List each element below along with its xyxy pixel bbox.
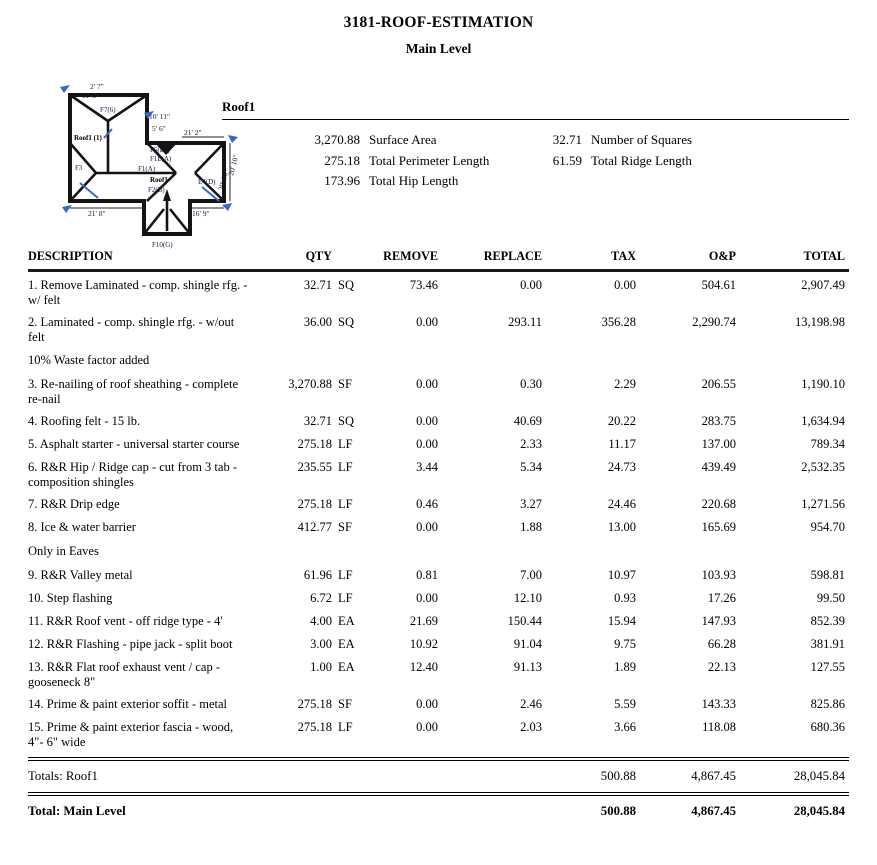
item-unit: SQ	[338, 414, 354, 428]
roof-name: Roof1	[222, 99, 256, 114]
item-remove: 0.81	[416, 568, 438, 582]
face-label: F3	[75, 164, 83, 172]
spacer	[438, 769, 542, 784]
roof-stats	[222, 130, 849, 192]
table-row	[28, 431, 849, 454]
item-unit: LF	[338, 568, 353, 582]
totals-op: 4,867.45	[691, 769, 736, 783]
note-row	[28, 537, 849, 562]
item-qty: 32.71	[303, 278, 332, 292]
item-qty: 1.00	[310, 660, 332, 674]
item-total: 598.81	[810, 568, 845, 582]
grand-total-label: Total: Main Level	[28, 804, 126, 818]
item-total: 852.39	[810, 614, 845, 628]
item-unit: EA	[338, 614, 355, 628]
grand-total-total: 28,045.84	[793, 804, 845, 818]
col-replace: REPLACE	[483, 249, 542, 263]
item-total: 2,907.49	[801, 278, 845, 292]
note-text: Only in Eaves	[28, 544, 99, 558]
item-tax: 356.28	[601, 315, 636, 329]
dim-label: 21' 8"	[88, 209, 106, 218]
item-op: 137.00	[701, 437, 736, 451]
item-replace: 40.69	[513, 414, 542, 428]
table-row	[28, 408, 849, 431]
item-remove: 3.44	[416, 460, 438, 474]
item-tax: 1.89	[614, 660, 636, 674]
item-replace: 12.10	[513, 591, 542, 605]
item-total: 1,190.10	[801, 377, 845, 391]
dim-label: 20' 10"	[216, 168, 231, 192]
table-row	[28, 714, 849, 751]
col-remove: REMOVE	[383, 249, 438, 263]
item-replace: 91.04	[513, 637, 542, 651]
item-remove: 0.00	[416, 315, 438, 329]
table-row	[28, 454, 849, 491]
item-unit: LF	[338, 437, 353, 451]
item-qty: 32.71	[303, 414, 332, 428]
item-op: 2,290.74	[692, 315, 736, 329]
note-row	[28, 346, 849, 371]
item-total: 954.70	[810, 520, 845, 534]
table-row	[28, 562, 849, 585]
table-row	[28, 654, 849, 691]
item-remove: 0.00	[416, 720, 438, 734]
item-tax: 0.93	[614, 591, 636, 605]
dim-label: 11' 3"	[82, 91, 100, 100]
item-unit: EA	[338, 637, 355, 651]
item-qty: 6.72	[310, 591, 332, 605]
roof-stats-left	[222, 130, 520, 192]
item-description: 8. Ice & water barrier	[28, 520, 136, 534]
stat-value: 61.59	[552, 152, 582, 168]
item-description: 5. Asphalt starter - universal starter course	[28, 437, 240, 451]
item-qty: 3.00	[310, 637, 332, 651]
item-replace: 91.13	[513, 660, 542, 674]
roof-name-rule	[222, 119, 849, 120]
item-op: 206.55	[701, 377, 736, 391]
item-replace: 2.46	[520, 697, 542, 711]
grand-total-op: 4,867.45	[691, 804, 736, 818]
face-label: E4(D)	[198, 178, 216, 186]
face-label: Roof1	[150, 176, 168, 184]
dim-label: 5' 6"	[152, 124, 166, 133]
estimate-table	[28, 243, 849, 825]
item-description: 6. R&R Hip / Ridge cap - cut from 3 tab - composition shingles	[28, 460, 237, 489]
item-total: 99.50	[816, 591, 845, 605]
totals-total: 28,045.84	[793, 769, 845, 783]
item-qty: 235.55	[297, 460, 332, 474]
item-qty: 36.00	[303, 315, 332, 329]
spacer	[438, 804, 542, 819]
item-description: 11. R&R Roof vent - off ridge type - 4'	[28, 614, 223, 628]
item-unit: LF	[338, 460, 353, 474]
table-row	[28, 608, 849, 631]
face-label: F10(G)	[152, 241, 173, 249]
stat-value: 275.18	[324, 152, 360, 168]
stat-label: Total Ridge Length	[591, 152, 692, 168]
item-tax: 9.75	[614, 637, 636, 651]
item-total: 127.55	[810, 660, 845, 674]
col-qty: QTY	[305, 249, 332, 263]
roof-stats-right	[520, 130, 692, 192]
stat-hip-length	[222, 171, 520, 192]
item-replace: 7.00	[520, 568, 542, 582]
item-tax: 0.00	[614, 278, 636, 292]
item-op: 118.08	[702, 720, 736, 734]
item-replace: 3.27	[520, 497, 542, 511]
col-op: O&P	[708, 249, 736, 263]
item-tax: 3.66	[614, 720, 636, 734]
item-op: 147.93	[701, 614, 736, 628]
item-total: 2,532.35	[801, 460, 845, 474]
item-op: 220.68	[701, 497, 736, 511]
grand-total-tax: 500.88	[600, 804, 636, 818]
item-unit: SF	[338, 697, 352, 711]
item-unit: SF	[338, 377, 352, 391]
item-replace: 1.88	[520, 520, 542, 534]
face-label: F1(A)	[138, 165, 156, 173]
item-op: 504.61	[701, 278, 736, 292]
item-description: 9. R&R Valley metal	[28, 568, 133, 582]
face-label: F7(6)	[100, 106, 116, 114]
item-unit: EA	[338, 660, 355, 674]
item-description: 14. Prime & paint exterior soffit - metal	[28, 697, 228, 711]
stat-value: 173.96	[324, 173, 360, 188]
item-op: 439.49	[701, 460, 736, 474]
item-qty: 275.18	[297, 720, 332, 734]
item-total: 1,634.94	[801, 414, 845, 428]
dim-label: 2' 7"	[90, 82, 104, 91]
item-replace: 2.33	[520, 437, 542, 451]
item-remove: 73.46	[409, 278, 438, 292]
dim-label: 16' 9"	[192, 209, 210, 218]
item-unit: SQ	[338, 278, 354, 292]
item-description: 10. Step flashing	[28, 591, 113, 605]
stat-value: 32.71	[552, 132, 582, 147]
item-remove: 0.00	[416, 414, 438, 428]
roof-info	[222, 81, 849, 192]
item-replace: 150.44	[507, 614, 542, 628]
document-header	[0, 0, 877, 57]
face-label: Roof1 (1)	[74, 134, 102, 142]
dim-label: 10' 11"	[149, 112, 171, 121]
face-label: F2(B)	[148, 186, 165, 194]
item-remove: 10.92	[409, 637, 438, 651]
grand-total-row	[28, 796, 849, 825]
item-tax: 20.22	[607, 414, 636, 428]
roof-plan-diagram	[52, 81, 242, 249]
item-op: 22.13	[707, 660, 736, 674]
item-remove: 0.00	[416, 697, 438, 711]
item-total: 680.36	[810, 720, 845, 734]
item-tax: 11.17	[608, 437, 636, 451]
item-op: 17.26	[707, 591, 736, 605]
item-op: 283.75	[701, 414, 736, 428]
dim-label: 21' 2"	[184, 128, 202, 137]
item-remove: 21.69	[409, 614, 438, 628]
item-tax: 10.97	[607, 568, 636, 582]
stat-perimeter-length	[222, 151, 520, 172]
col-description: DESCRIPTION	[28, 249, 113, 263]
item-description: 2. Laminated - comp. shingle rfg. - w/out felt	[28, 315, 235, 344]
item-qty: 3,270.88	[288, 377, 332, 391]
table-row	[28, 491, 849, 514]
item-description: 15. Prime & paint exterior fascia - wood, 4"- 6" wide	[28, 720, 234, 749]
stat-label: Number of Squares	[591, 132, 693, 147]
item-total: 789.34	[810, 437, 845, 451]
table-row	[28, 631, 849, 654]
item-qty: 61.96	[303, 568, 332, 582]
item-remove: 0.00	[416, 437, 438, 451]
stat-surface-area	[222, 130, 520, 151]
totals-roof1-row	[28, 761, 849, 790]
item-description: 13. R&R Flat roof exhaust vent / cap - gooseneck 8"	[28, 660, 220, 689]
item-remove: 12.40	[409, 660, 438, 674]
page-subtitle: Main Level	[405, 41, 472, 56]
item-op: 66.28	[707, 637, 736, 651]
item-op: 103.93	[701, 568, 736, 582]
item-remove: 0.00	[416, 591, 438, 605]
item-unit: LF	[338, 591, 353, 605]
note-text: 10% Waste factor added	[28, 353, 150, 367]
item-qty: 275.18	[297, 697, 332, 711]
item-description: 1. Remove Laminated - comp. shingle rfg. - w/ felt	[28, 278, 248, 307]
item-qty: 412.77	[297, 520, 332, 534]
table-row	[28, 371, 849, 408]
item-total: 381.91	[810, 637, 845, 651]
col-unit-spacer	[332, 249, 366, 264]
table-row	[28, 691, 849, 714]
item-op: 143.33	[701, 697, 736, 711]
item-op: 165.69	[701, 520, 736, 534]
item-unit: LF	[338, 720, 353, 734]
col-total: TOTAL	[803, 249, 845, 263]
dim-label: 20' 10"	[226, 153, 241, 177]
face-label: F6(E3)	[150, 146, 170, 154]
item-description: 12. R&R Flashing - pipe jack - split boot	[28, 637, 233, 651]
item-replace: 0.30	[520, 377, 542, 391]
totals-tax: 500.88	[600, 769, 636, 783]
item-total: 1,271.56	[801, 497, 845, 511]
item-replace: 293.11	[508, 315, 542, 329]
stat-value: 3,270.88	[314, 132, 360, 147]
item-tax: 24.73	[607, 460, 636, 474]
item-tax: 2.29	[614, 377, 636, 391]
item-replace: 5.34	[520, 460, 542, 474]
item-qty: 275.18	[297, 497, 332, 511]
item-unit: LF	[338, 497, 353, 511]
item-remove: 0.00	[416, 520, 438, 534]
item-qty: 275.18	[297, 437, 332, 451]
stat-label: Total Hip Length	[369, 173, 459, 188]
totals-label: Totals: Roof1	[28, 769, 98, 783]
item-description: 4. Roofing felt - 15 lb.	[28, 414, 141, 428]
item-replace: 2.03	[520, 720, 542, 734]
item-total: 13,198.98	[795, 315, 845, 329]
item-tax: 5.59	[614, 697, 636, 711]
stat-label: Total Perimeter Length	[369, 152, 490, 168]
item-replace: 0.00	[520, 278, 542, 292]
item-description: 7. R&R Drip edge	[28, 497, 120, 511]
item-tax: 15.94	[607, 614, 636, 628]
table-row	[28, 309, 849, 346]
item-remove: 0.46	[416, 497, 438, 511]
face-label: F1E(A)	[150, 155, 172, 163]
item-remove: 0.00	[416, 377, 438, 391]
table-rows	[28, 272, 849, 751]
roof-section	[28, 81, 849, 249]
table-row	[28, 585, 849, 608]
item-total: 825.86	[810, 697, 845, 711]
stat-label: Surface Area	[369, 132, 437, 147]
col-tax: TAX	[611, 249, 636, 263]
table-row	[28, 272, 849, 309]
stat-ridge-length	[520, 151, 692, 172]
table-row	[28, 514, 849, 537]
page-title: 3181-ROOF-ESTIMATION	[343, 14, 534, 31]
item-unit: SF	[338, 520, 352, 534]
item-tax: 13.00	[607, 520, 636, 534]
item-unit: SQ	[338, 315, 354, 329]
item-tax: 24.46	[607, 497, 636, 511]
item-description: 3. Re-nailing of roof sheathing - complete re-nail	[28, 377, 239, 406]
stat-number-of-squares	[520, 130, 692, 151]
item-qty: 4.00	[310, 614, 332, 628]
